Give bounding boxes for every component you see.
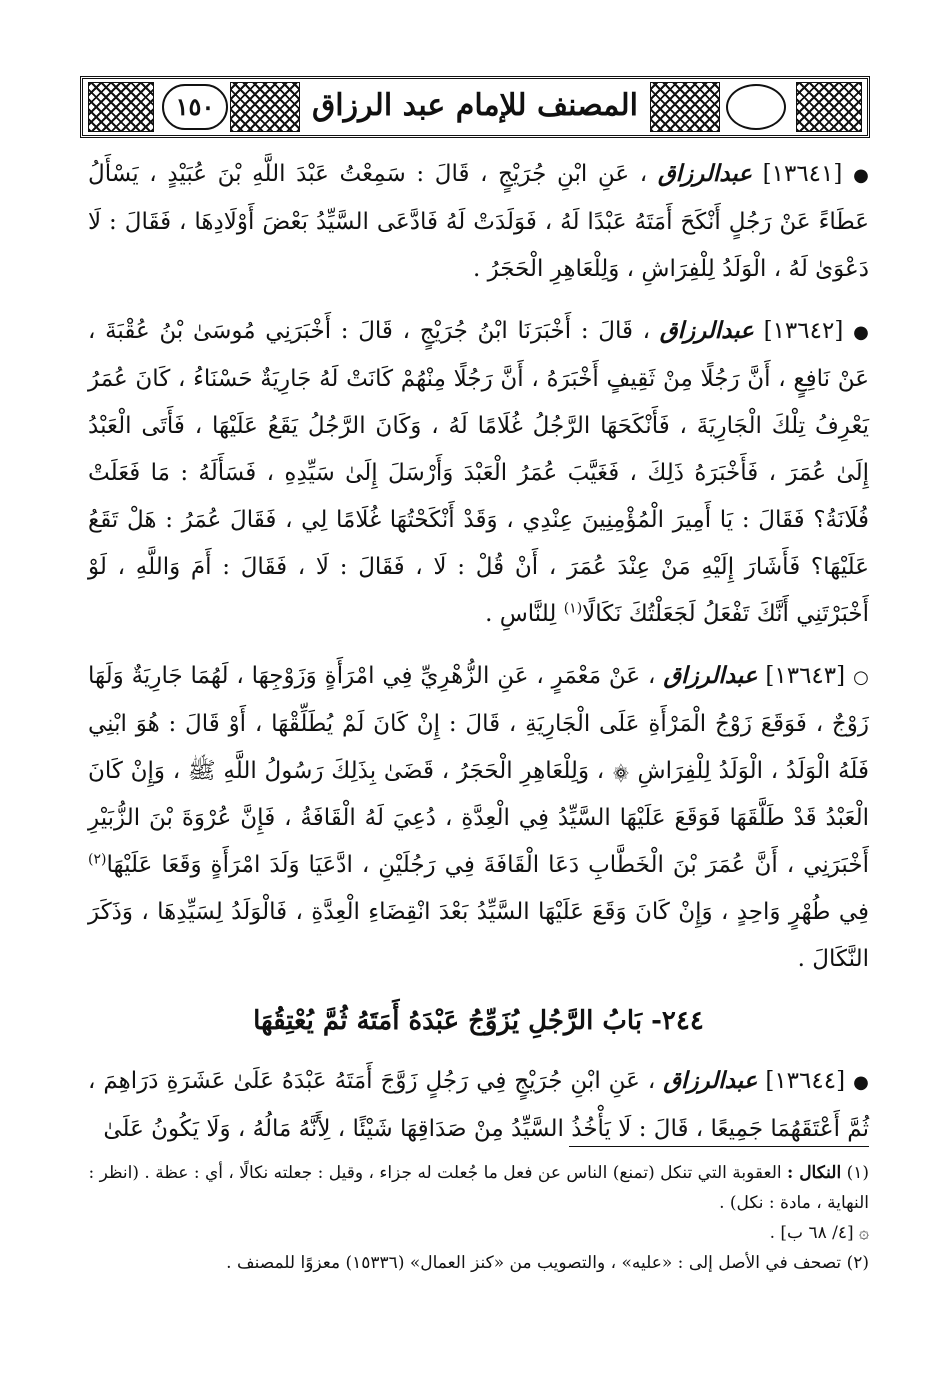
footnote-ref-2: (٢): [88, 851, 107, 868]
chapter-heading: ٢٤٤- بَابُ الرَّجُلِ يُزَوِّجُ عَبْدَهُ أَمَتَهُ ثُمَّ يُعْتِقُهَا: [253, 1006, 704, 1036]
running-header: [80, 76, 870, 138]
hadith-text: ، قَالَ : أَخْبَرَنَا ابْنُ جُرَيْجٍ ، قَالَ : أَخْبَرَنِي مُوسَىٰ بْنُ عُقْبَةَ ، عَنْ نَافِعٍ ، أَنَّ رَجُلًا مِنْ ثَقِيفٍ أَخْبَرَهُ ، أَنَّ رَجُلًا مِنْهُمْ كَانَتْ لَهُ جَارِيَةٌ حَسْنَاءُ ، كَانَ عُمَرُ يَعْرِفُ تِلْكَ الْجَارِيَةَ ، فَأَنْكَحَهَا الرَّجُلُ غُلَامًا لَهُ ، وَكَانَ الرَّجُلُ يَقَعُ عَلَيْهَا ، فَأَتَى الْعَبْدُ إِلَىٰ عُمَرَ ، فَأَخْبَرَهُ ذَلِكَ ، فَغَيَّبَ عُمَرُ الْعَبْدَ وَأَرْسَلَ إِلَىٰ سَيِّدِهِ ، فَسَأَلَهُ : مَا فَعَلَتْ فُلَانَةُ؟ فَقَالَ : يَا أَمِيرَ الْمُؤْمِنِينَ عِنْدِي ، وَقَدْ أَنْكَحْتُهَا غُلَامًا لِي ، فَقَالَ عُمَرُ : هَلْ تَقَعُ عَلَيْهَا؟ فَأَشَارَ إِلَيْهِ مَنْ عِنْدَ عُمَرَ ، أَنْ قُلْ : لَا ، فَقَالَ : لَا ، فَقَالَ : أَمَ وَاللَّهِ ، لَوْ أَخْبَرْتَنِي أَنَّكَ تَفْعَلُ لَجَعَلْتُكَ نَكَالًا: [88, 318, 869, 627]
footnote-ref: ۞: [859, 1223, 869, 1243]
footnote-manuscript-ref: [88, 1218, 869, 1248]
footnotes: [88, 1158, 869, 1278]
footnote-text: العقوبة التي تنكل (تمنع) الناس عن فعل ما جُعلت له جزاء ، وقيل : جعلته نكالًا ، أي : عظة . (انظر : النهاية ، مادة : نكل) .: [88, 1163, 869, 1213]
hadith-13642: [88, 307, 869, 638]
ornament-left-inner: [230, 82, 300, 132]
ornament-right-inner: [650, 82, 720, 132]
hadith-13641: [88, 150, 869, 293]
hadith-number: [١٣٦٤١]: [762, 161, 843, 187]
ornament-right: [796, 82, 862, 132]
footnote-ref: (٢): [846, 1253, 869, 1273]
page-number: ١٥٠: [162, 84, 228, 130]
footnote-ref: (١): [846, 1163, 869, 1183]
main-text: [88, 150, 869, 1167]
hadith-number: [١٣٦٤٣]: [765, 663, 846, 689]
hadith-number: [١٣٦٤٤]: [765, 1068, 846, 1094]
hadith-13644: [88, 1057, 869, 1153]
footnote-text: [٤/ ٦٨ ب] .: [769, 1223, 854, 1243]
author-name: عبدالرزاق: [663, 662, 758, 689]
ornament-left: [88, 82, 154, 132]
author-name: عبدالرزاق: [659, 317, 754, 344]
footnote-term: النكال :: [787, 1163, 842, 1183]
solid-circle-marker: ●: [853, 322, 869, 343]
hadith-text: ، عَنْ مَعْمَرٍ ، عَنِ الزُّهْرِيِّ فِي امْرَأَةٍ وَزَوْجِهَا ، لَهُمَا جَارِيَةٌ وَلَهَا زَوْجٌ ، فَوَقَعَ زَوْجُ الْمَرْأَةِ عَلَى الْجَارِيَةِ ، قَالَ : إِنْ كَانَ لَمْ يُطَلِّقْهَا ، أَوْ قَالَ : هُوَ ابْنِي فَلَهُ الْوَلَدُ ، الْوَلَدُ لِلْفِرَاشِ ۞ ، وَلِلْعَاهِرِ الْحَجَرُ ، قَضَىٰ بِذَلِكَ رَسُولُ اللَّهِ ﷺ ، وَإِنْ كَانَ الْعَبْدُ قَدْ طَلَّقَهَا فَوَقَعَ عَلَيْهَا السَّيِّدُ فِي الْعِدَّةِ ، دُعِيَ لَهُ الْقَافَةُ ، فَإِنَّ عُرْوَةَ بْنَ الزُّبَيْرِ أَخْبَرَنِي ، أَنَّ عُمَرَ بْنَ الْخَطَّابِ دَعَا الْقَافَةَ فِي رَجُلَيْنِ ، ادَّعَيَا وَلَدَ امْرَأَةٍ وَقَعَا عَلَيْهَا: [88, 663, 869, 878]
footnote-divider: [569, 1146, 869, 1147]
footnote-1: [88, 1158, 869, 1218]
hadith-13643: [88, 652, 869, 983]
page-title: المصنف للإمام عبد الرزاق: [312, 88, 638, 123]
solid-circle-marker: ●: [853, 1072, 869, 1093]
solid-circle-marker: ●: [853, 165, 869, 186]
footnote-2: [88, 1248, 869, 1278]
hadith-text-tail: فِي طُهْرٍ وَاحِدٍ ، وَإِنْ كَانَ وَقَعَ عَلَيْهَا السَّيِّدُ بَعْدَ انْقِضَاءِ الْعِدَّةِ ، فَالْوَلَدُ لِسَيِّدِهَا ، وَذَكَرَ النَّكَالَ .: [88, 899, 869, 972]
author-name: عبدالرزاق: [657, 160, 752, 187]
book-seal-logo: [726, 84, 786, 130]
footnote-text: تصحف في الأصل إلى : «عليه» ، والتصويب من «كنز العمال» (١٥٣٣٦) معزوًا للمصنف .: [226, 1253, 842, 1273]
hadith-number: [١٣٦٤٢]: [763, 318, 844, 344]
hadith-text: ، عَنِ ابْنِ جُرَيْجٍ ، قَالَ : سَمِعْتُ عَبْدَ اللَّهِ بْنَ عُبَيْدٍ ، يَسْأَلُ عَطَاءً عَنْ رَجُلٍ أَنْكَحَ أَمَتَهُ عَبْدًا لَهُ ، فَوَلَدَتْ لَهُ فَادَّعَى السَّيِّدُ بَعْضَ أَوْلَادِهَا ، فَقَالَ : لَا دَعْوَىٰ لَهُ ، الْوَلَدُ لِلْفِرَاشِ ، وَلِلْعَاهِرِ الْحَجَرُ .: [88, 161, 869, 282]
footnote-ref-1: (١): [563, 600, 583, 617]
open-circle-marker: ○: [853, 667, 869, 688]
hadith-text: ، عَنِ ابْنِ جُرَيْجٍ فِي رَجُلٍ زَوَّجَ أَمَتَهُ عَبْدَهُ عَلَىٰ عَشَرَةِ دَرَاهِمَ ، ثُمَّ أَعْتَقَهُمَا جَمِيعًا ، قَالَ : لَا يَأْخُذُ السَّيِّدُ مِنْ صَدَاقِهَا شَيْئًا ، لِأَنَّهُ مَالُهُ ، وَلَا يَكُونُ عَلَىٰ: [88, 1068, 869, 1142]
author-name: عبدالرزاق: [663, 1067, 758, 1094]
hadith-text-tail: لِلنَّاسِ .: [485, 601, 557, 627]
